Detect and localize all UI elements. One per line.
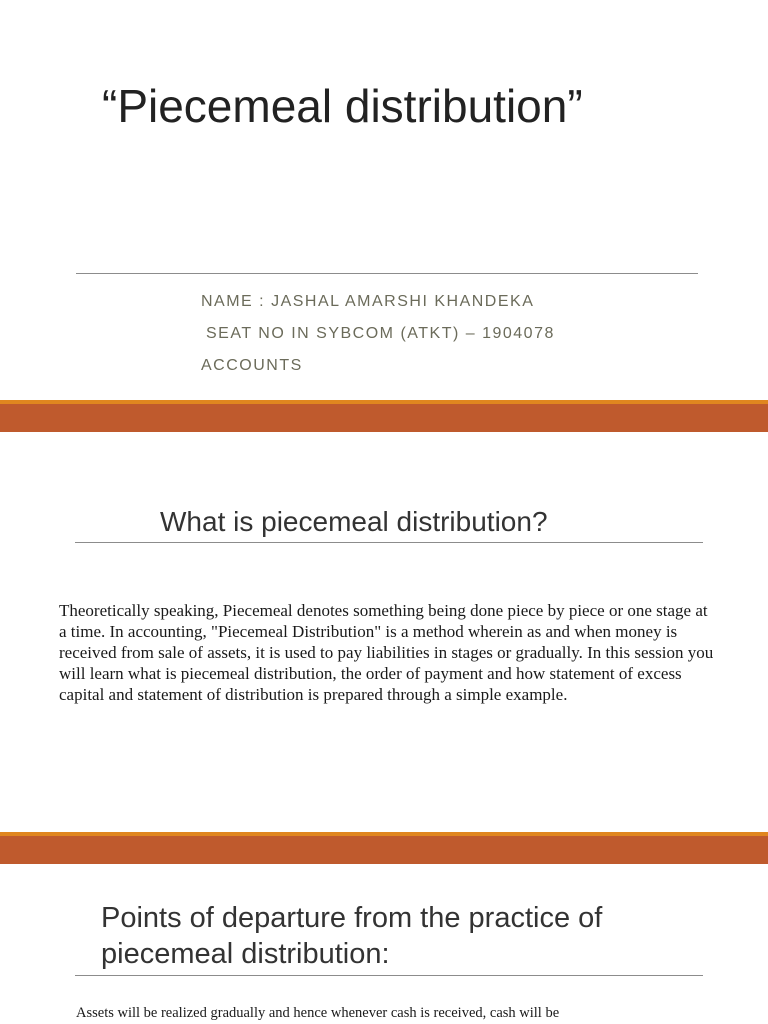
slide-definition bbox=[0, 432, 768, 832]
author-name: NAME : JASHAL AMARSHI KHANDEKA bbox=[201, 293, 535, 310]
points-paragraph: Assets will be realized gradually and hence whenever cash is received, cash will be bbox=[76, 1005, 560, 1021]
heading-underline bbox=[75, 542, 703, 543]
slide-heading: What is piecemeal distribution? bbox=[160, 506, 548, 537]
subject: ACCOUNTS bbox=[201, 357, 303, 374]
slide-divider bbox=[0, 400, 768, 432]
definition-paragraph: Theoretically speaking, Piecemeal denotes something being done piece by piece or one stage at a time. In accounting, "Piecemeal Distribution" is a method wherein as and when money is received from sale of assets, it is used to pay liabilities in stages or gradually. In this session you will learn what is piecemeal distribution, the order of payment and how statement of excess capital and statement of distribution is prepared through a simple example. bbox=[59, 601, 714, 704]
slide-heading: Points of departure from the practice of piecemeal distribution: bbox=[101, 902, 603, 970]
presentation-title: “Piecemeal distribution” bbox=[102, 80, 583, 132]
slide-divider bbox=[0, 832, 768, 864]
title-underline bbox=[76, 273, 698, 274]
slide-points-of-departure bbox=[0, 864, 768, 1024]
seat-number: SEAT NO IN SYBCOM (ATKT) – 1904078 bbox=[206, 325, 555, 342]
heading-underline bbox=[75, 975, 703, 976]
slide-title bbox=[0, 0, 768, 400]
